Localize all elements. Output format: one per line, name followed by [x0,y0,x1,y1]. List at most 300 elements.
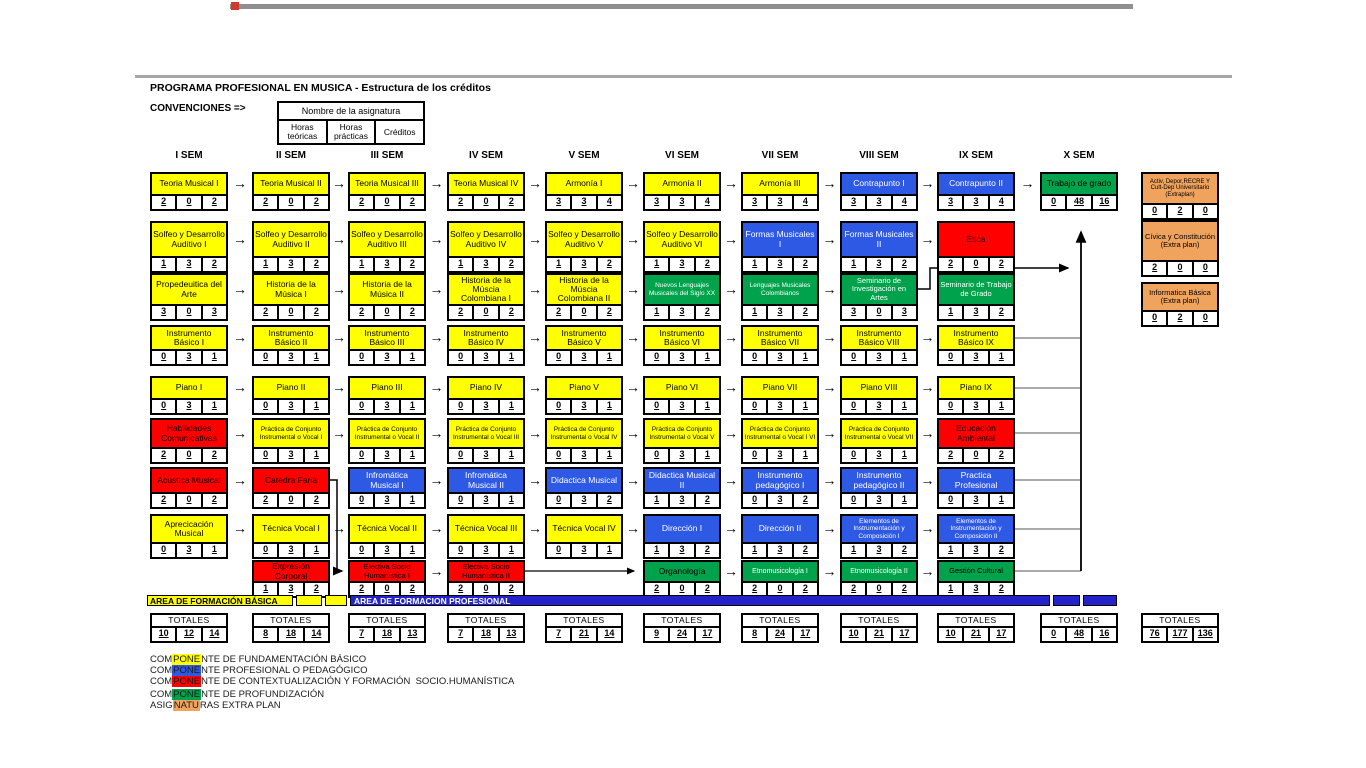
value-cell: 2 [348,581,375,598]
course-name: Infromática Musical II [447,467,525,494]
course-box [643,514,721,559]
value-cell: 1 [694,447,721,464]
course-name: Didactica Musical [545,467,623,494]
value-cell: 1 [399,349,426,366]
value-cell: 0 [840,349,867,366]
value-cell: 1 [840,542,867,559]
totals-label: TOTALES [252,613,330,628]
value-cell: 8 [741,626,768,643]
totals-values [545,626,623,643]
course-name: Teoria Musical IV [447,172,525,196]
value-cell: 2 [348,194,375,211]
flow-arrow-icon: → [724,424,738,441]
course-hours-credits [937,256,1015,273]
course-name: Solfeo y Desarrollo Auditivo IV [447,221,525,258]
value-cell: 3 [472,542,499,559]
course-box [348,376,426,415]
value-cell: 0 [937,349,964,366]
course-name: Solfeo y Desarrollo Auditivo V [545,221,623,258]
value-cell: 0 [252,447,279,464]
flow-arrow-icon: → [233,520,247,536]
course-name: Etnomusicología II [840,560,918,583]
value-cell: 2 [447,194,474,211]
course-box [741,172,819,211]
course-name: Piano IV [447,376,525,400]
course-name: Informatica Básica (Extra plan) [1141,282,1219,312]
value-cell: 0 [962,256,989,273]
course-hours-credits [840,256,918,273]
value-cell: 1 [741,542,768,559]
flow-arrow-icon: → [822,280,837,297]
flow-arrow-icon: → [429,379,444,395]
course-hours-credits [741,256,819,273]
course-box [545,514,623,559]
value-cell: 3 [277,447,304,464]
course-box [447,376,525,415]
conventions-label: CONVENCIONES => [150,103,246,114]
value-cell: 4 [792,194,819,211]
value-cell: 76 [1141,626,1168,643]
value-cell: 3 [865,349,892,366]
course-box [937,273,1015,321]
legend-line-fundamentacion [150,654,366,665]
flow-arrow-icon: → [528,379,542,395]
value-cell: 3 [175,256,202,273]
value-cell: 0 [1141,203,1168,220]
flow-arrow-icon: → [332,175,346,191]
area-basica-label: AREA DE FORMACIÓN BÁSICA [150,595,278,606]
totals-box [252,613,330,643]
totals-values [741,626,819,643]
value-cell: 0 [175,447,202,464]
flow-arrow-icon: → [920,562,935,579]
value-cell: 3 [545,194,572,211]
value-cell: 3 [962,492,989,509]
value-cell: 3 [150,304,177,321]
value-cell: 0 [1040,626,1067,643]
course-box [741,418,819,464]
course-name: Armonía II [643,172,721,196]
value-cell: 2 [150,492,177,509]
value-cell: 2 [988,542,1015,559]
value-cell: 2 [937,256,964,273]
value-cell: 3 [766,256,793,273]
flow-arrow-icon: → [332,520,346,536]
flow-arrow-icon: → [724,230,738,247]
value-cell: 1 [201,542,228,559]
value-cell: 1 [596,447,623,464]
totals-values [447,626,525,643]
course-hours-credits [150,447,228,464]
course-box [840,376,918,415]
value-cell: 3 [865,194,892,211]
course-name: Armonía I [545,172,623,196]
value-cell: 1 [741,304,768,321]
value-cell: 10 [937,626,964,643]
value-cell: 0 [252,398,279,415]
totals-label: TOTALES [447,613,525,628]
value-cell: 0 [643,398,670,415]
course-box [643,418,721,464]
course-box [643,376,721,415]
course-name: Piano I [150,376,228,400]
value-cell: 0 [447,492,474,509]
course-name: Expresión Corporal [252,560,330,583]
semester-header: V SEM [568,150,600,161]
value-cell: 1 [988,398,1015,415]
course-hours-credits [150,492,228,509]
totals-label: TOTALES [1040,613,1118,628]
flow-arrow-icon: → [822,424,837,441]
value-cell: 3 [175,542,202,559]
course-hours-credits [252,304,330,321]
value-cell: 1 [643,542,670,559]
area-profesional-label: AREA DE FORMACION PROFESIONAL [354,595,511,606]
semester-header: IX SEM [959,150,993,161]
flow-arrow-icon: → [920,471,935,488]
course-name: Práctica de Conjunto Instrumental o Vocal V [643,418,721,449]
course-box [840,221,918,273]
value-cell: 48 [1065,626,1092,643]
course-hours-credits [348,256,426,273]
value-cell: 2 [988,581,1015,598]
value-cell: 2 [201,194,228,211]
course-box [840,325,918,366]
value-cell: 1 [303,398,330,415]
value-cell: 1 [399,447,426,464]
course-box [348,325,426,366]
course-box [447,325,525,366]
course-box [937,514,1015,559]
value-cell: 1 [937,304,964,321]
course-name: Electiva Socio Humanística I [348,560,426,583]
course-hours-credits [741,304,819,321]
flow-arrow-icon: → [822,379,837,395]
flow-arrow-icon: → [1020,175,1035,191]
value-cell: 177 [1166,626,1193,643]
course-name: Elementos de Instrumentación y Composición I [840,514,918,544]
value-cell: 0 [447,398,474,415]
course-box [252,467,330,509]
flow-arrow-icon: → [626,424,640,441]
course-name: Elementos de Instrumentación y Composición II [937,514,1015,544]
value-cell: 1 [498,542,525,559]
value-cell: 4 [891,194,918,211]
totals-box [1040,613,1118,643]
course-box [545,467,623,509]
flow-arrow-icon: → [429,520,444,536]
value-cell: 2 [399,194,426,211]
value-cell: 1 [891,447,918,464]
course-hours-credits [447,194,525,211]
flow-arrow-icon: → [332,329,346,345]
course-hours-credits [252,542,330,559]
course-hours-credits [252,194,330,211]
value-cell: 2 [498,581,525,598]
value-cell: 4 [694,194,721,211]
value-cell: 3 [175,349,202,366]
flow-arrow-icon: → [724,471,738,488]
flow-arrow-icon: → [822,175,837,191]
value-cell: 1 [303,349,330,366]
legend-text: NTE DE FUNDAMENTACIÓN BÁSICO [201,654,367,665]
value-cell: 2 [150,447,177,464]
course-box [840,273,918,321]
value-cell: 0 [348,398,375,415]
value-cell: 0 [447,542,474,559]
legend-text: NTE PROFESIONAL O PEDAGÓGICO [201,665,368,676]
area-profesional-bar-segment [1053,595,1080,606]
course-box [643,172,721,211]
flow-arrow-icon: → [429,562,444,579]
value-cell: 2 [447,581,474,598]
value-cell: 13 [399,626,426,643]
course-box [150,325,228,366]
value-cell: 2 [303,194,330,211]
totals-label: TOTALES [348,613,426,628]
value-cell: 3 [766,194,793,211]
course-box [447,418,525,464]
course-hours-credits [150,194,228,211]
course-name: Seminario de Investigación en Artes [840,273,918,306]
course-box [643,273,721,321]
flow-arrow-icon: → [822,471,837,488]
totals-label: TOTALES [741,613,819,628]
course-box [741,467,819,509]
value-cell: 1 [792,447,819,464]
legend-line-profundizacion [150,689,324,700]
value-cell: 18 [277,626,304,643]
value-cell: 3 [570,398,597,415]
flow-arrow-icon: → [724,329,738,345]
course-hours-credits [643,447,721,464]
totals-values [252,626,330,643]
course-name: Solfeo y Desarrollo Auditivo III [348,221,426,258]
course-name: Catedra Faria [252,467,330,494]
course-name: Práctica de Conjunto Instrumental o Vocal II [348,418,426,449]
course-hours-credits [937,349,1015,366]
value-cell: 0 [766,581,793,598]
course-box [741,514,819,559]
value-cell: 16 [1091,626,1118,643]
course-name: Técnica Vocal III [447,514,525,544]
value-cell: 1 [891,349,918,366]
course-name: Armonía III [741,172,819,196]
course-name: Solfeo y Desarrollo Auditivo II [252,221,330,258]
value-cell: 3 [175,398,202,415]
value-cell: 3 [668,447,695,464]
course-hours-credits [150,398,228,415]
flow-arrow-icon: → [920,424,935,441]
totals-box [545,613,623,643]
value-cell: 3 [570,492,597,509]
course-name: Trabajo de grado [1040,172,1118,196]
course-hours-credits [447,542,525,559]
value-cell: 0 [1040,194,1067,211]
value-cell: 0 [277,194,304,211]
totals-values [348,626,426,643]
course-hours-credits [252,492,330,509]
value-cell: 1 [643,304,670,321]
flow-arrow-icon: → [528,230,542,247]
value-cell: 3 [373,542,400,559]
course-hours-credits [545,349,623,366]
totals-label: TOTALES [937,613,1015,628]
value-cell: 2 [741,581,768,598]
course-box [348,273,426,321]
course-box [150,273,228,321]
value-cell: 2 [1141,260,1168,277]
course-hours-credits [150,304,228,321]
value-cell: 0 [277,304,304,321]
value-cell: 2 [399,304,426,321]
value-cell: 2 [596,304,623,321]
course-box [1040,172,1118,211]
value-cell: 3 [668,492,695,509]
course-name: Lenguajes Musicales Colombianos [741,273,819,306]
value-cell: 3 [570,542,597,559]
course-box [447,221,525,273]
course-hours-credits [741,492,819,509]
value-cell: 0 [348,349,375,366]
semester-header: I SEM [175,150,203,161]
totals-label: TOTALES [545,613,623,628]
course-hours-credits [150,349,228,366]
course-box [1141,282,1219,327]
value-cell: 0 [348,542,375,559]
value-cell: 3 [668,398,695,415]
course-hours-credits [741,447,819,464]
course-box [1141,172,1219,220]
value-cell: 136 [1192,626,1219,643]
flow-arrow-icon: → [528,329,542,345]
course-hours-credits [840,542,918,559]
value-cell: 0 [472,581,499,598]
flow-arrow-icon: → [920,379,935,395]
value-cell: 3 [840,194,867,211]
value-cell: 2 [150,194,177,211]
value-cell: 1 [201,398,228,415]
flow-arrow-icon: → [920,329,935,345]
course-name: Teoria Musical III [348,172,426,196]
value-cell: 10 [840,626,867,643]
value-cell: 2 [201,492,228,509]
flow-arrow-icon: → [429,329,444,345]
value-cell: 2 [303,581,330,598]
course-box [840,560,918,598]
course-hours-credits [447,492,525,509]
value-cell: 3 [962,581,989,598]
value-cell: 3 [865,492,892,509]
totals-values [937,626,1015,643]
course-box [937,221,1015,273]
value-cell: 3 [570,349,597,366]
course-box [937,376,1015,415]
course-hours-credits [937,194,1015,211]
value-cell: 3 [277,349,304,366]
flow-arrow-icon: → [724,520,738,536]
course-hours-credits [447,304,525,321]
value-cell: 0 [545,447,572,464]
flow-arrow-icon: → [233,471,247,488]
course-name: Historia de la Música II [348,273,426,306]
value-cell: 3 [865,447,892,464]
value-cell: 0 [252,542,279,559]
course-name: Piano II [252,376,330,400]
value-cell: 2 [891,542,918,559]
course-name: Acustica Musical [150,467,228,494]
value-cell: 3 [668,256,695,273]
flow-arrow-icon: → [528,424,542,441]
value-cell: 0 [252,349,279,366]
course-name: Ética [937,221,1015,258]
value-cell: 0 [668,581,695,598]
value-cell: 1 [643,256,670,273]
semester9-to-collector-lines [1015,338,1081,571]
legend-blue-swatch: PONE [173,665,201,676]
course-box [348,514,426,559]
value-cell: 1 [498,349,525,366]
value-cell: 0 [277,492,304,509]
value-cell: 3 [962,304,989,321]
course-name: Activ, Depor,RECRE Y Cult-Dep Universitario (Extraplan) [1141,172,1219,205]
legend-text: NTE DE CONTEXTUALIZACIÓN Y FORMACIÓN SOCIO.HUMANÍSTICA [201,676,515,687]
course-box [447,467,525,509]
course-name: Aprecicación Musical [150,514,228,544]
legend-text: COM [150,676,173,687]
value-cell: 2 [694,304,721,321]
flow-arrow-icon: → [332,230,346,247]
value-cell: 17 [792,626,819,643]
value-cell: 0 [373,304,400,321]
legend-text: COM [150,689,173,700]
totals-box [1141,613,1219,643]
course-box [741,376,819,415]
value-cell: 1 [303,542,330,559]
value-cell: 3 [472,349,499,366]
conventions-col-credits: Créditos [374,119,425,145]
value-cell: 14 [303,626,330,643]
flow-arrow-icon: → [724,280,738,297]
course-hours-credits [741,349,819,366]
course-hours-credits [840,492,918,509]
course-hours-credits [348,398,426,415]
course-hours-credits [348,447,426,464]
course-box [937,325,1015,366]
value-cell: 3 [570,256,597,273]
course-name: Educación Ambiental [937,418,1015,449]
course-name: Dirección II [741,514,819,544]
value-cell: 3 [962,398,989,415]
value-cell: 3 [373,256,400,273]
flow-arrow-icon: → [332,424,346,441]
course-name: Formas Musicales II [840,221,918,258]
value-cell: 2 [596,256,623,273]
value-cell: 3 [766,447,793,464]
course-hours-credits [348,349,426,366]
value-cell: 1 [792,349,819,366]
value-cell: 8 [252,626,279,643]
value-cell: 12 [175,626,202,643]
value-cell: 16 [1091,194,1118,211]
course-hours-credits [447,398,525,415]
value-cell: 3 [766,349,793,366]
window-top-strip [230,4,1133,9]
flow-arrow-icon: → [920,520,935,536]
course-hours-credits [348,492,426,509]
course-hours-credits [545,542,623,559]
value-cell: 2 [694,492,721,509]
